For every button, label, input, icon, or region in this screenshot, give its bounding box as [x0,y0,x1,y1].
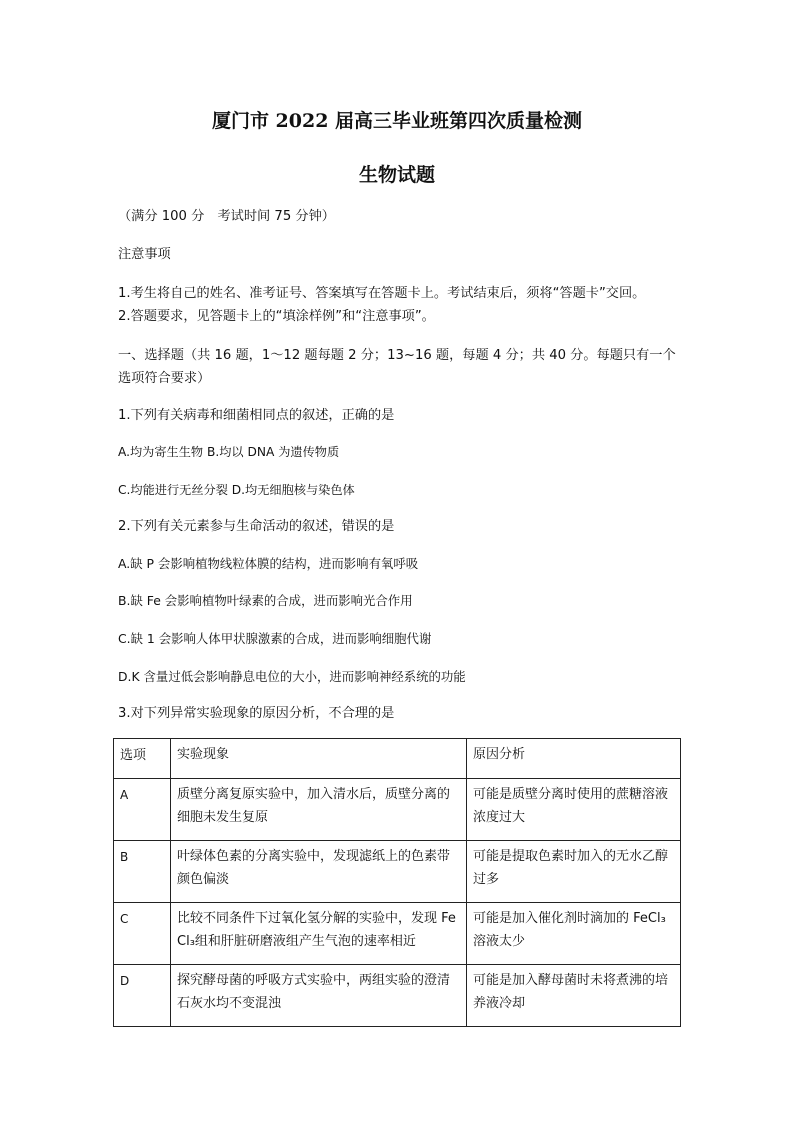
question-2-stem: 2.下列有关元素参与生命活动的叙述，错误的是 [118,519,395,534]
row-phenomenon: 比较不同条件下过氧化氢分解的实验中，发现 FeCl₃组和肝脏研磨液组产生气泡的速率相近 [171,903,467,965]
row-cause: 可能是加入催化剂时滴加的 FeCl₃溶液太少 [467,903,681,965]
question-3-table [113,738,681,1027]
table-row [114,965,681,1027]
row-phenomenon: 探究酵母菌的呼吸方式实验中，两组实验的澄清石灰水均不变混浊 [171,965,467,1027]
table-row [114,903,681,965]
row-cause: 可能是加入酵母菌时未将煮沸的培养液冷却 [467,965,681,1027]
notice-item-1: 1.考生将自己的姓名、准考证号、答案填写在答题卡上。考试结束后，须将“答题卡”交回。 [118,286,646,301]
question-1-stem: 1.下列有关病毒和细菌相同点的叙述，正确的是 [118,408,395,423]
row-cause: 可能是质壁分离时使用的蔗糖溶液浓度过大 [467,779,681,841]
table-header-row [114,739,681,779]
question-2-option-d: D.K 含量过低会影响静息电位的大小，进而影响神经系统的功能 [118,669,466,684]
subject-title: 生物试题 [358,164,435,186]
question-1-options-cd: C.均能进行无丝分裂 D.均无细胞核与染色体 [118,483,355,497]
row-option: A [114,779,171,841]
table-row [114,779,681,841]
question-2-option-a: A.缺 P 会影响植物线粒体膜的结构，进而影响有氧呼吸 [118,556,419,571]
question-3-stem: 3.对下列异常实验现象的原因分析，不合理的是 [118,706,395,721]
question-1-options-ab: A.均为寄生生物 B.均以 DNA 为遗传物质 [118,445,340,459]
question-2-option-b: B.缺 Fe 会影响植物叶绿素的合成，进而影响光合作用 [118,593,413,608]
question-2-option-c: C.缺 1 会影响人体甲状腺激素的合成，进而影响细胞代谢 [118,631,432,646]
section-heading-line2: 选项符合要求） [118,371,211,386]
row-phenomenon: 叶绿体色素的分离实验中，发现滤纸上的色素带颜色偏淡 [171,841,467,903]
notice-item-2: 2.答题要求，见答题卡上的“填涂样例”和“注意事项”。 [118,309,435,324]
table-header-option: 选项 [114,739,171,779]
table-header-phenomenon: 实验现象 [171,739,467,779]
row-cause: 可能是提取色素时加入的无水乙醇过多 [467,841,681,903]
table-header-cause: 原因分析 [467,739,681,779]
row-option: C [114,903,171,965]
row-option: B [114,841,171,903]
score-time-info: （满分 100 分 考试时间 75 分钟） [118,209,335,224]
notice-heading: 注意事项 [118,247,171,262]
row-phenomenon: 质壁分离复原实验中，加入清水后，质壁分离的细胞未发生复原 [171,779,467,841]
exam-title: 厦门市 2022 届高三毕业班第四次质量检测 [211,110,583,132]
section-heading-line1: 一、选择题（共 16 题，1～12 题每题 2 分；13~16 题，每题 4 分；共 40 分。每题只有一个 [118,348,676,363]
table-row [114,841,681,903]
row-option: D [114,965,171,1027]
